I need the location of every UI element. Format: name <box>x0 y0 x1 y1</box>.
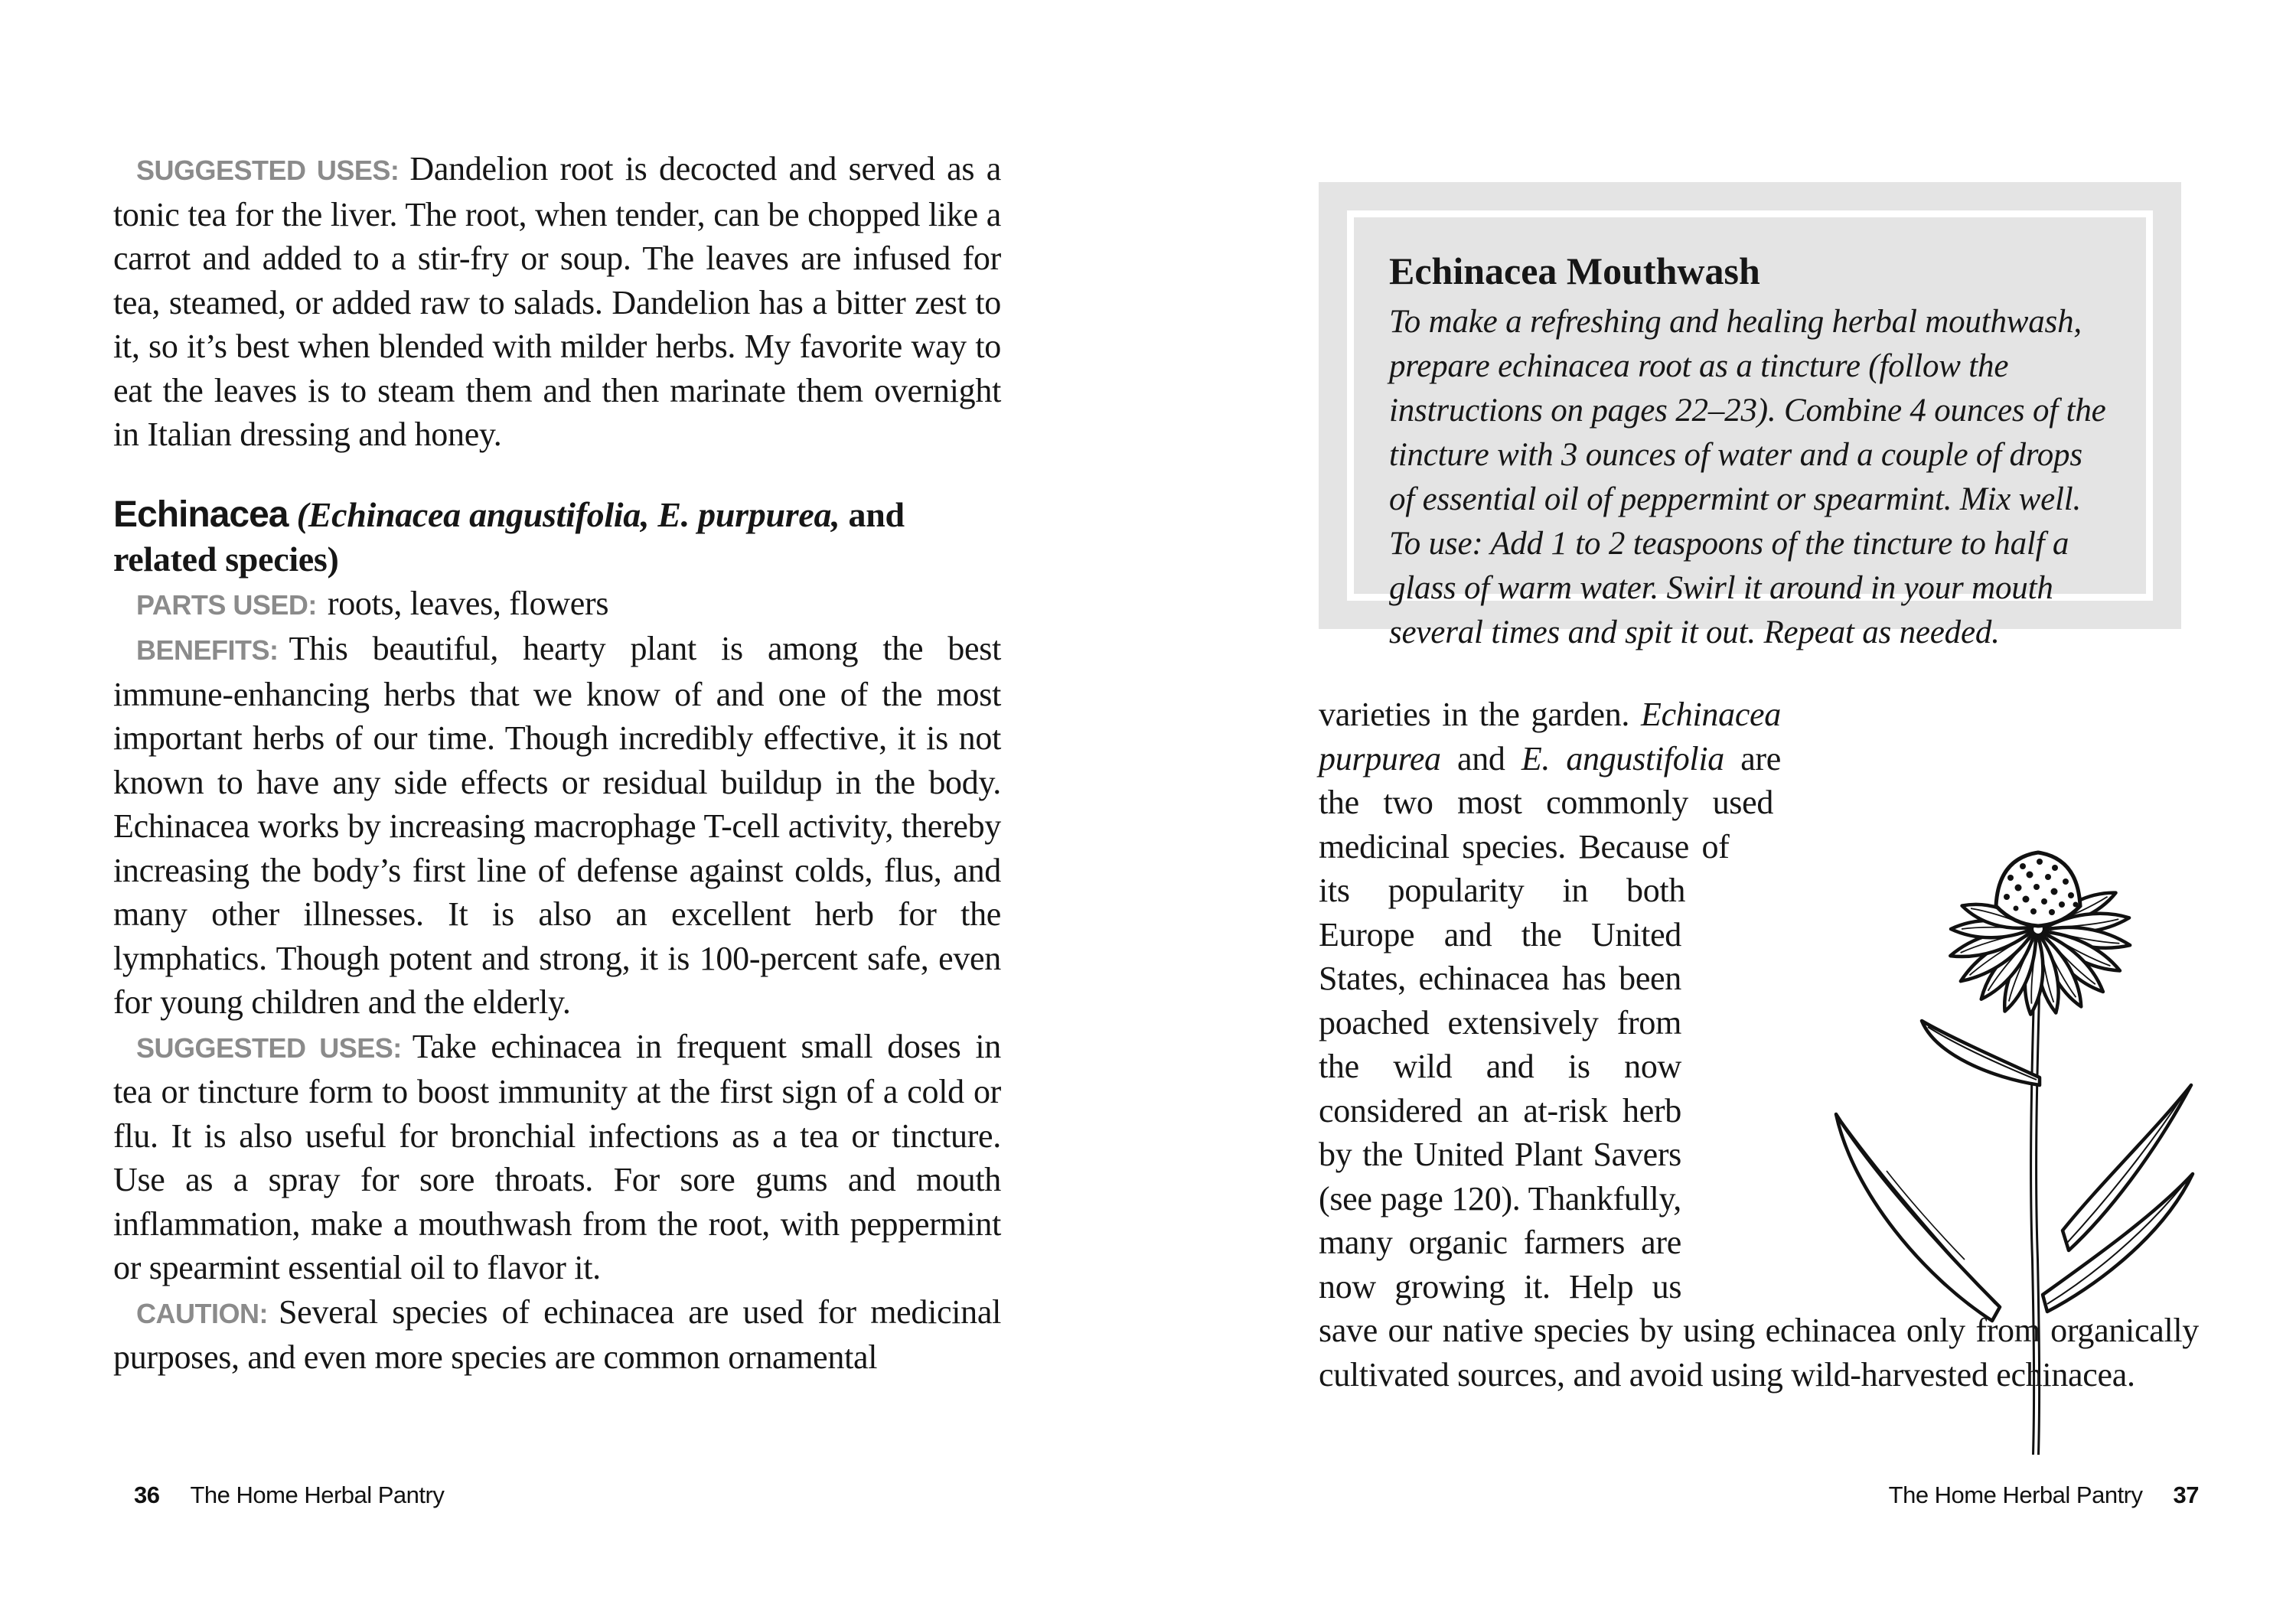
continuation-lead: varieties in the garden. <box>1319 696 1641 733</box>
echinacea-mouthwash-box-frame <box>1347 210 2153 650</box>
suggested-uses-label: SUGGESTED USES: <box>136 155 400 186</box>
left-page-number: 36 <box>134 1482 160 1508</box>
parts-used-text: roots, leaves, flowers <box>327 584 609 622</box>
right-page-number: 37 <box>2173 1482 2199 1508</box>
latin-name-purpurea: Echinacea purpurea <box>1319 696 1781 777</box>
mouthwash-box-body: To make a refreshing and healing herbal mouthwash, prepare echinacea root as a tincture (follow the instructions on pages 22–23). Combine 4 ounces of the tincture with 3 ounces of water and a couple of drops of essential oil of peppermint or spearmint. Mix well. To use: Add 1 to 2 teaspoons of the tincture to half a glass of warm water. Swirl it around in your mouth several times and spit it out. Repeat as needed. <box>1389 304 2106 650</box>
continuation-rest: are the two most commonly used medicinal species. Because of its popularity in both Europe and the United States, echinacea has been poached extensively from the wild and is now considered an at-risk herb by the United Plant Savers (see page 120). Thankfully, many organic farmers are now growing it. Help us save our native species by using echinacea only from organically cultivated sources, and avoid using wild-harvested echinacea. <box>1319 739 2199 1393</box>
parts-used-label: PARTS USED: <box>136 588 317 621</box>
mouthwash-box-title: Echinacea Mouthwash <box>1389 249 1760 292</box>
left-page-column <box>113 147 1001 1380</box>
right-page-footer <box>1889 1482 2199 1509</box>
echinacea-heading-tail: and related species) <box>113 494 905 579</box>
dandelion-suggested-uses-paragraph <box>113 147 1001 457</box>
latin-name-angustifolia: E. angustifolia <box>1521 739 1724 777</box>
dandelion-suggested-uses-text: Dandelion root is decocted and served as a tonic tea for the liver. The root, when tender, can be chopped like a carrot and added to a stir-fry or soup. The leaves are infused for tea, steamed, or added raw to salads. Dandelion has a bitter zest to it, so it’s best when blended with milder herbs. My favorite way to eat the leaves is to steam them and then marinate them overnight in Italian dressing and honey. <box>113 150 1001 453</box>
flower-leaves <box>1836 1021 2193 1321</box>
benefits-paragraph <box>113 627 1001 1025</box>
echinacea-suggested-uses-text: Take echinacea in frequent small doses in tea or tincture form to boost immunity at the first sign of a cold or flu. It is also useful for bronchial infections as a tea or tincture. Use as a spray for sore throats. For sore gums and mouth inflammation, make a mouthwash from the root, with peppermint or spearmint essential oil to flavor it. <box>113 1027 1002 1286</box>
left-page-footer <box>134 1482 444 1509</box>
right-running-title: The Home Herbal Pantry <box>1888 1482 2143 1508</box>
echinacea-common-name: Echinacea <box>113 494 289 535</box>
echinacea-latin-name: (Echinacea angustifolia, E. purpurea, <box>296 494 840 534</box>
echinacea-mouthwash-box <box>1319 182 2181 650</box>
caution-label: CAUTION: <box>136 1297 268 1329</box>
caution-paragraph <box>113 1290 1001 1380</box>
benefits-text: This beautiful, hearty plant is among the best immune-enhancing herbs that we know of and one of the most important herbs of our time. Though incredibly effective, it is not known to have any side effects or residual buildup in the body. Echinacea works by increasing macrophage T-cell activity, thereby increasing the body’s first line of defense against colds, flus, and many other illnesses. It is also an excellent herb for the lymphatics. Though potent and strong, it is 100-percent safe, even for young children and the elderly. <box>113 630 1001 1021</box>
echinacea-suggested-uses-paragraph <box>113 1025 1001 1290</box>
flower-cone <box>1996 852 2080 926</box>
suggested-uses-label: SUGGESTED USES: <box>136 1032 402 1064</box>
right-page-column <box>1319 693 2199 1401</box>
benefits-label: BENEFITS: <box>136 634 279 666</box>
echinacea-entry-heading <box>113 493 1001 582</box>
continuation-mid: and <box>1440 739 1521 777</box>
parts-used-paragraph <box>113 582 1001 627</box>
left-running-title: The Home Herbal Pantry <box>190 1482 445 1508</box>
caution-text: Several species of echinacea are used for medicinal purposes, and even more species are common ornamental <box>113 1292 1001 1376</box>
